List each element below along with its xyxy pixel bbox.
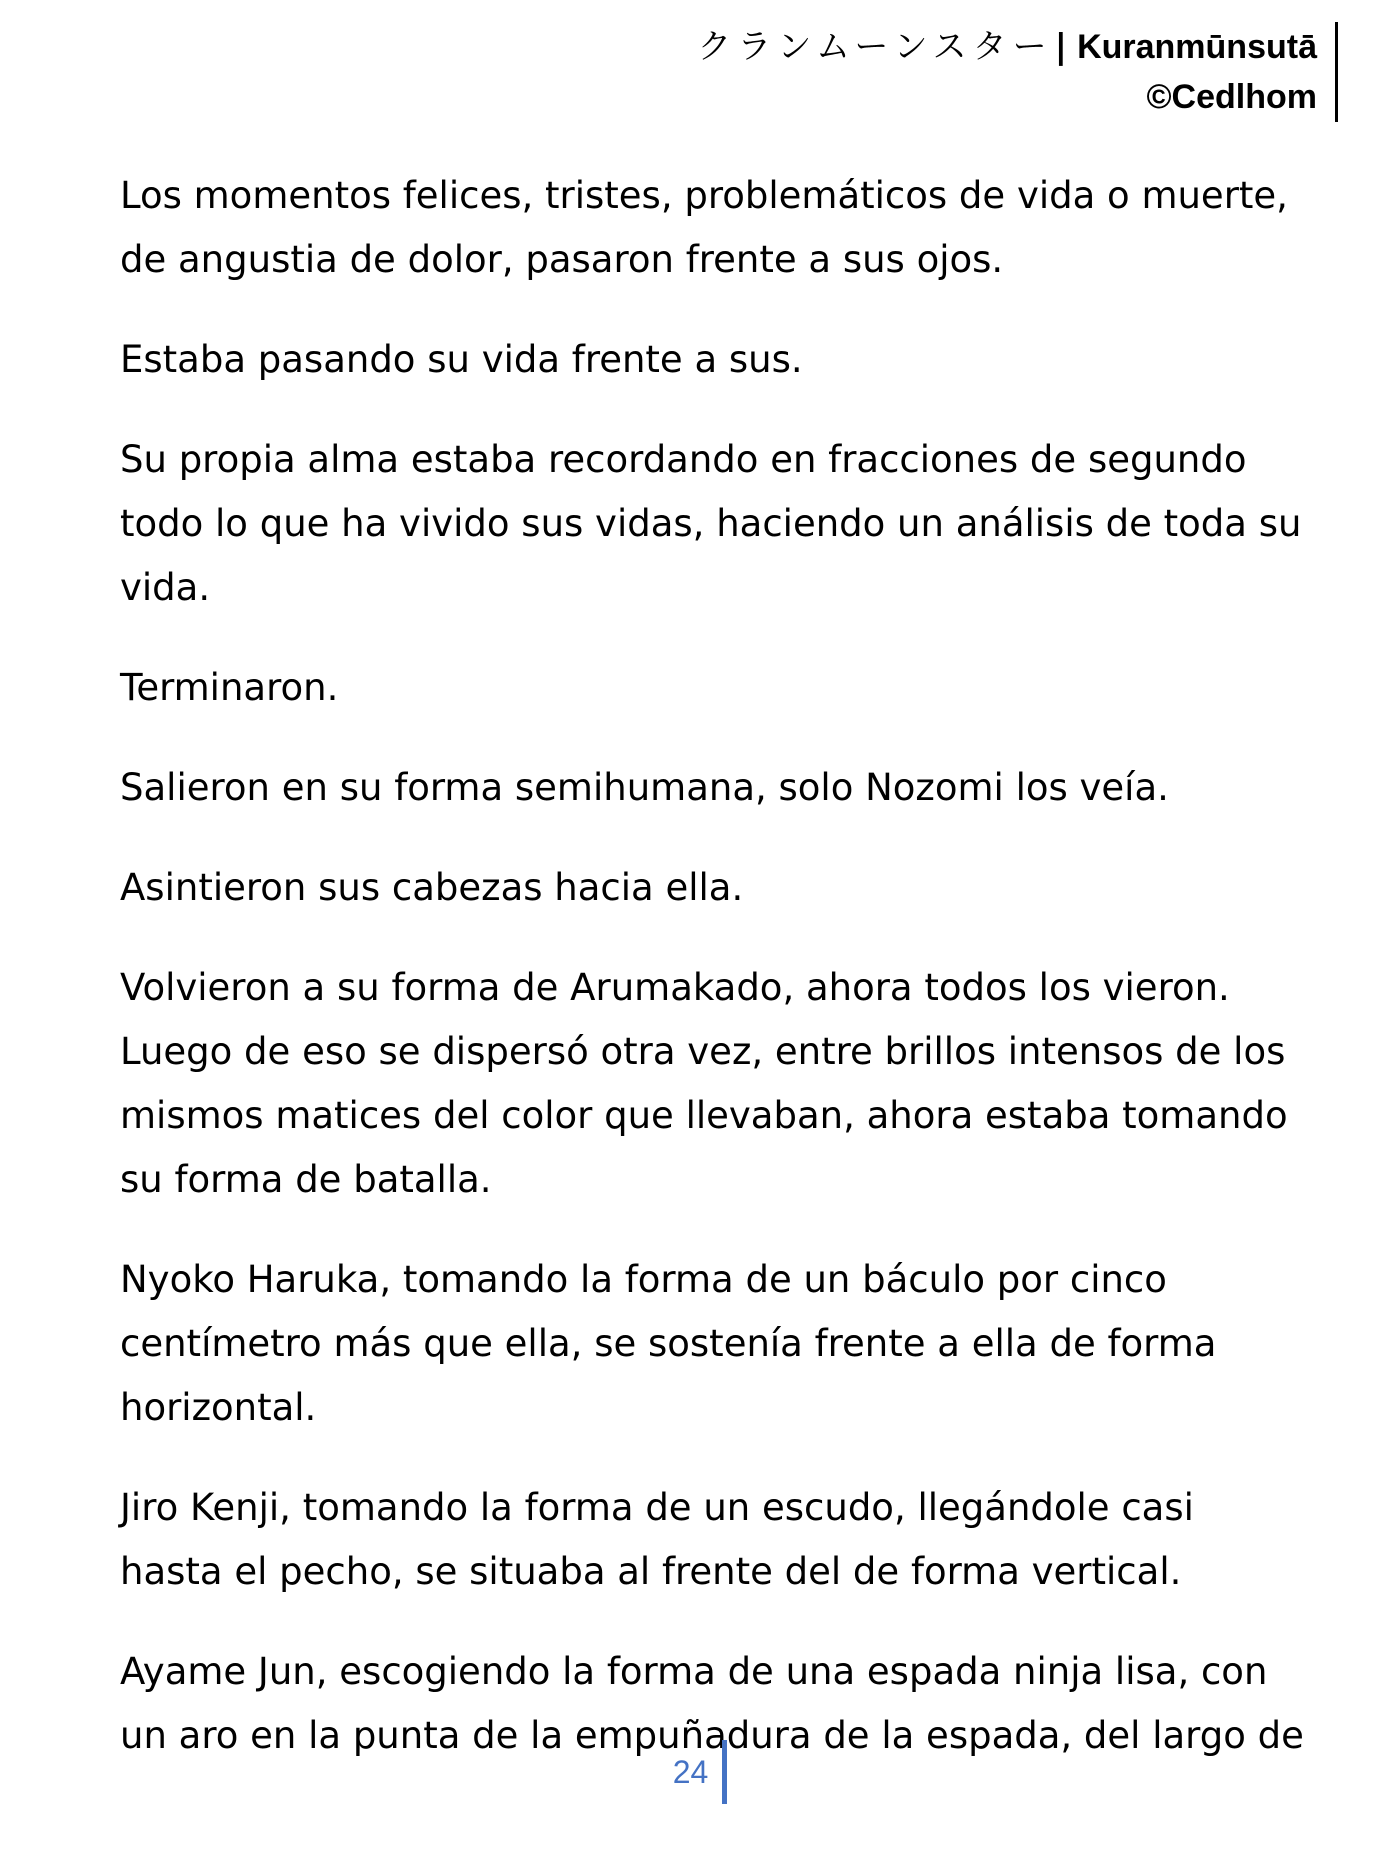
paragraph: Asintieron sus cabezas hacia ella.: [120, 866, 744, 909]
paragraph: Jiro Kenji, tomando la forma de un escudo, llegándole casi hasta el pecho, se situaba al frente del de forma vertical.: [120, 1486, 1194, 1593]
body-text: [120, 164, 1305, 1804]
page-number: 24: [673, 1740, 728, 1804]
header-title-line: [697, 22, 1317, 72]
header-copyright: ©Cedlhom: [1146, 78, 1317, 116]
paragraph: Salieron en su forma semihumana, solo Nozomi los veía.: [120, 766, 1169, 809]
page-header: [697, 22, 1338, 122]
header-separator: |: [1054, 27, 1068, 67]
page-footer: [0, 1740, 1400, 1804]
paragraph: Nyoko Haruka, tomando la forma de un báculo por cinco centímetro más que ella, se sostenía frente a ella de forma horizontal.: [120, 1258, 1217, 1429]
header-title-romaji: Kuranmūnsutā: [1077, 28, 1317, 66]
paragraph: Ayame Jun, escogiendo la forma de una espada ninja lisa, con un aro en la punta de la empuñadura de la espada, del largo de: [120, 1650, 1304, 1757]
header-title-jp: クランムーンスター: [697, 27, 1053, 67]
paragraph: Estaba pasando su vida frente a sus.: [120, 338, 803, 381]
paragraph: Terminaron.: [120, 666, 339, 709]
paragraph: Su propia alma estaba recordando en fracciones de segundo todo lo que ha vivido sus vidas, haciendo un análisis de toda su vida.: [120, 438, 1302, 609]
paragraph: Los momentos felices, tristes, problemáticos de vida o muerte, de angustia de dolor, pasaron frente a sus ojos.: [120, 174, 1288, 281]
paragraph: Volvieron a su forma de Arumakado, ahora todos los vieron. Luego de eso se dispersó otra vez, entre brillos intensos de los mismos matices del color que llevaban, ahora estaba tomando su forma de batalla.: [120, 966, 1288, 1201]
